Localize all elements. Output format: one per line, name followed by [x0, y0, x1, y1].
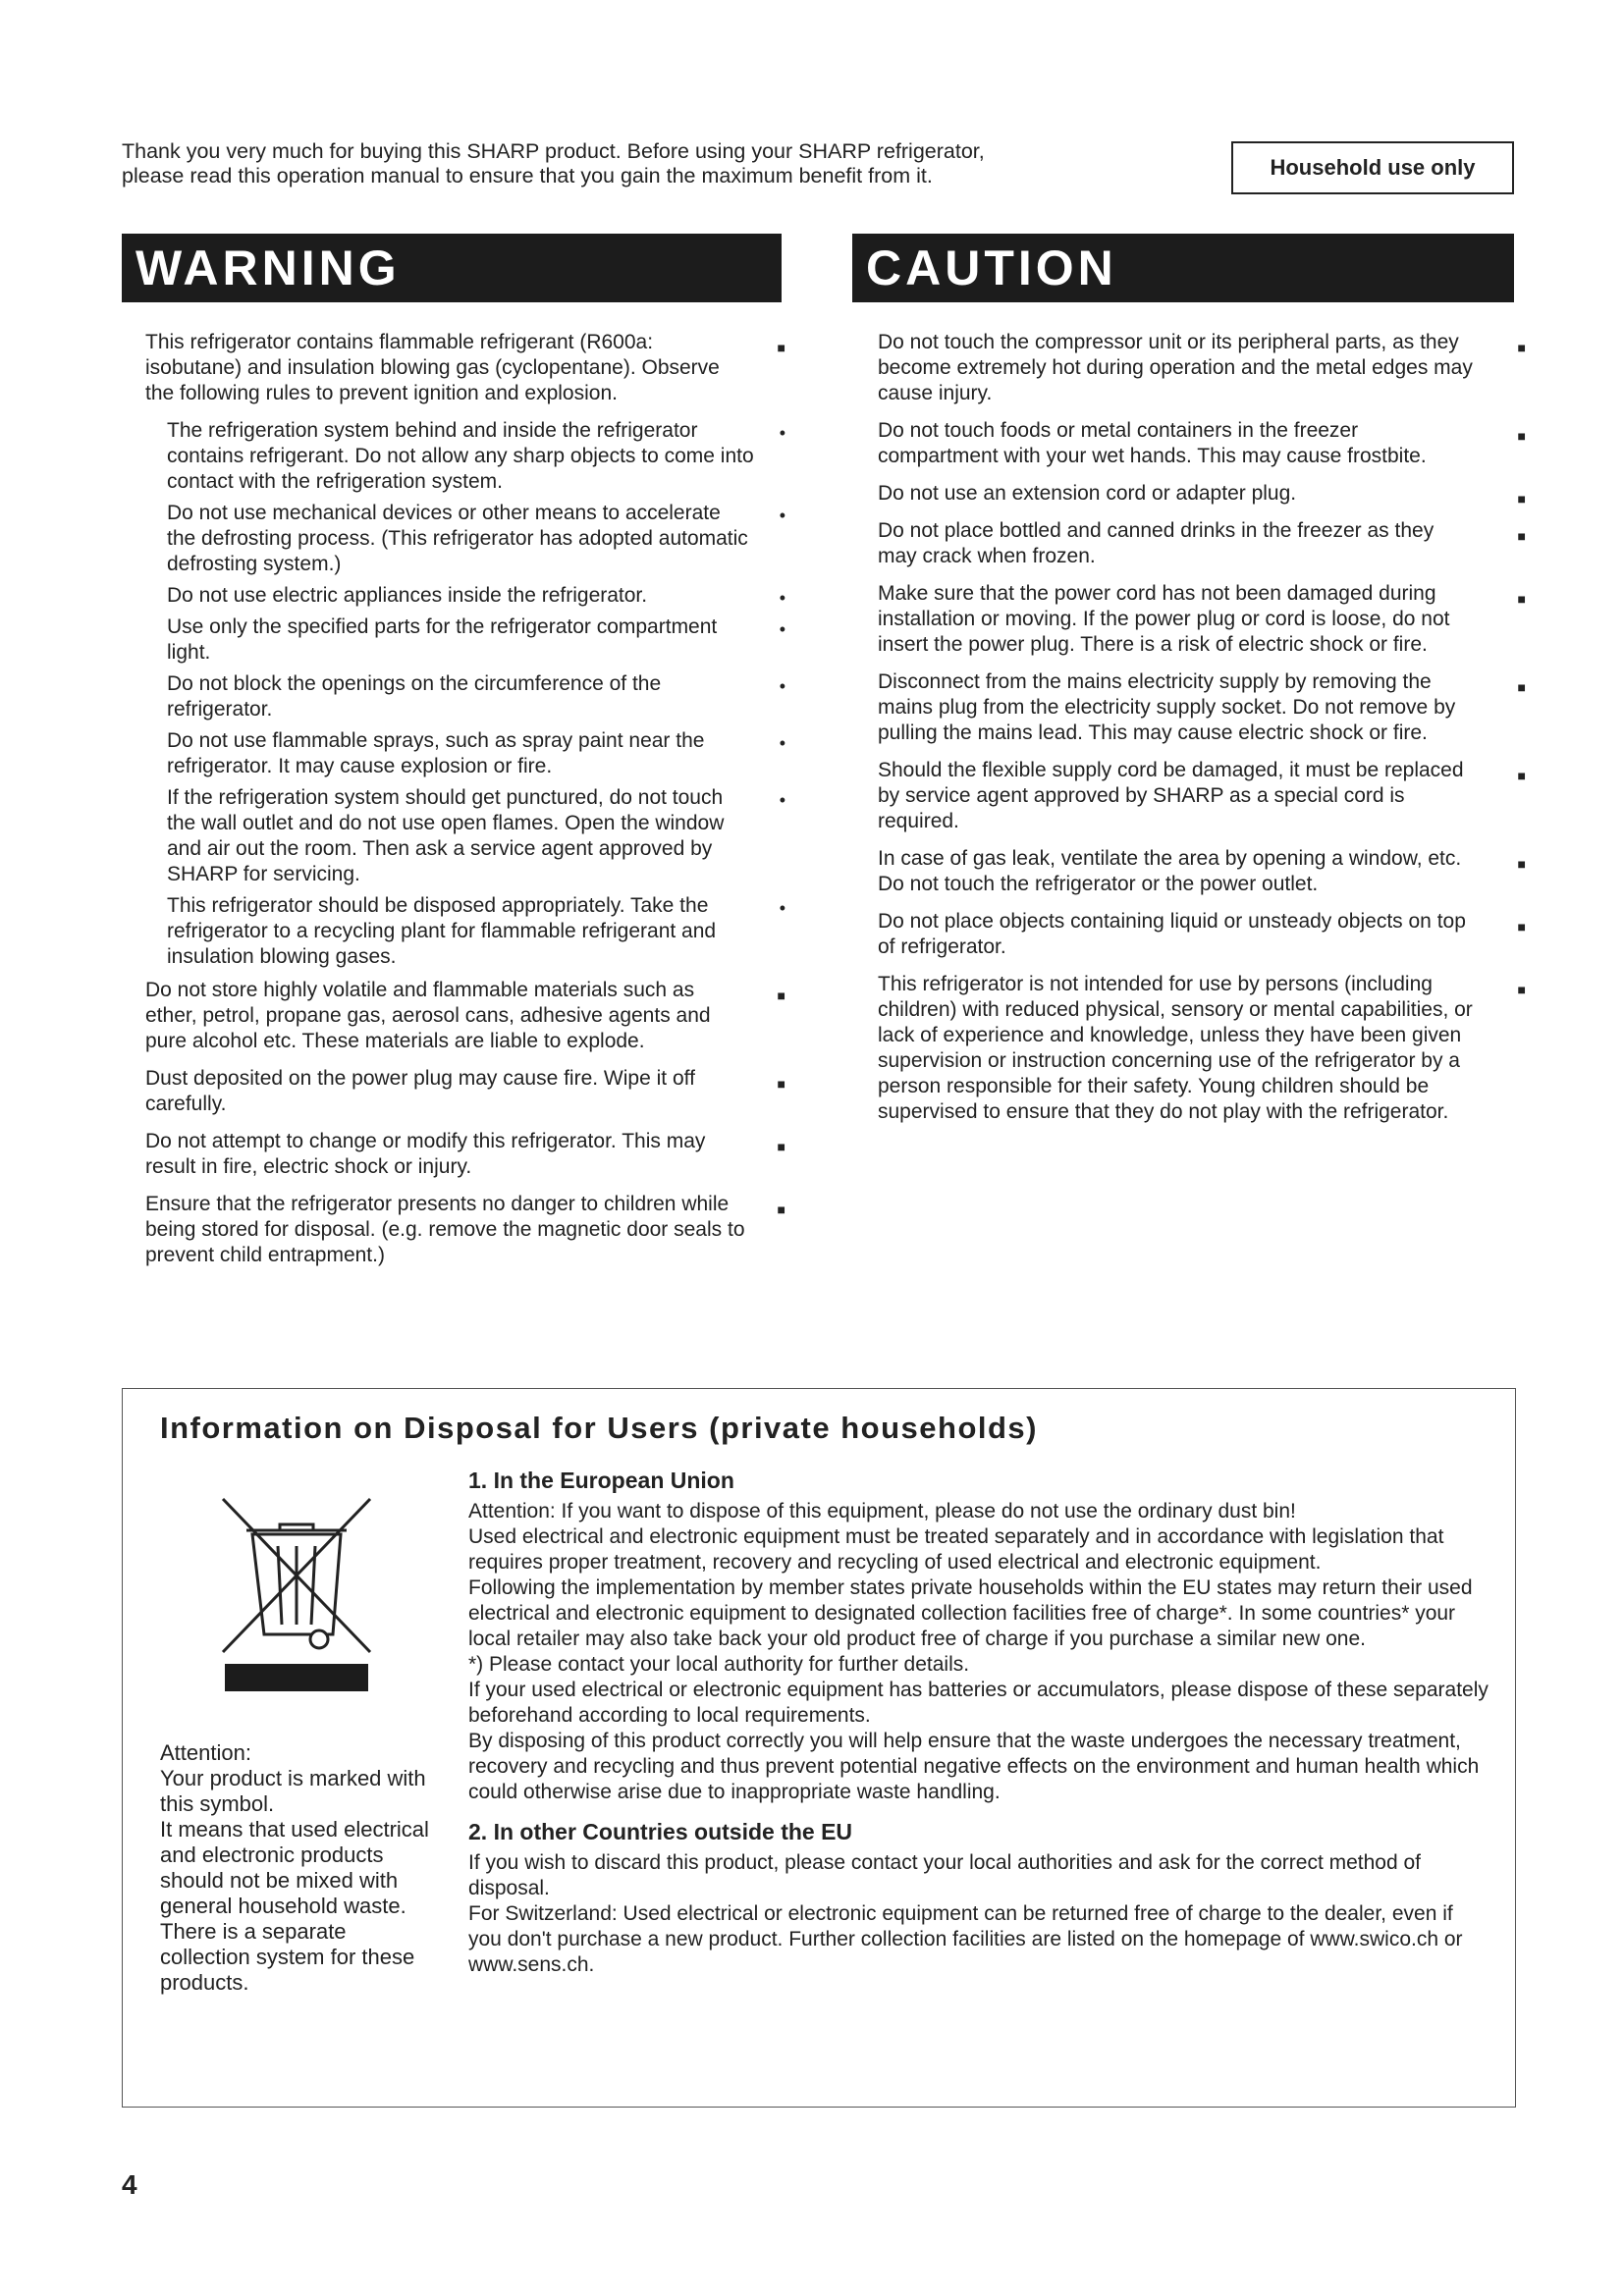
square-bullet-icon: ■ [1517, 768, 1526, 783]
caution-heading: CAUTION [852, 234, 1514, 302]
warning-subitem: The refrigeration system behind and inside the refrigerator contains refrigerant. Do not allow any sharp objects to come into contact with the refrigeration system. • [167, 419, 785, 493]
page-number: 4 [122, 2169, 137, 2200]
caution-item: Disconnect from the mains electricity supply by removing the mains plug from the electricity supply socket. Do not remove by pulling the mains lead. This may cause electric shock or fire. ■ [878, 670, 1526, 744]
square-bullet-icon: ■ [1517, 982, 1526, 997]
other-countries-heading: 2. In other Countries outside the EU [468, 1819, 853, 1844]
square-bullet-icon: ■ [777, 340, 785, 355]
warning-column [145, 330, 785, 1280]
square-bullet-icon: ■ [777, 1201, 785, 1217]
caution-item: Do not touch the compressor unit or its peripheral parts, as they become extremely hot during operation and the metal edges may cause injury. ■ [878, 331, 1526, 404]
caution-item: This refrigerator is not intended for use by persons (including children) with reduced physical, sensory or mental capabilities, or lack of experience and knowledge, unless they have been given supervision or instruction concerning use of the refrigerator by a person responsible for their safety. Young children should be supervised to ensure that they do not play with the refrigerator. ■ [878, 973, 1526, 1123]
square-bullet-icon: ■ [1517, 591, 1526, 607]
eu-paragraph: *) Please contact your local authority for further details. [468, 1653, 970, 1676]
intro-line-1: Thank you very much for buying this SHARP product. Before using your SHARP refrigerator, [122, 139, 985, 163]
household-use-label: Household use only [1270, 155, 1476, 180]
dot-bullet-icon: • [779, 506, 785, 525]
disposal-title: Information on Disposal for Users (private households) [160, 1411, 1038, 1445]
attention-note: Attention: Your product is marked with this symbol. It means that used electrical and electronic products should not be mixed with general household waste. There is a separate collection system for these products. [160, 1740, 429, 1995]
warning-heading: WARNING [122, 234, 782, 302]
warning-subitem: Do not use mechanical devices or other means to accelerate the defrosting process. (This refrigerator has adopted automatic defrosting system.) • [167, 502, 785, 575]
intro-text [122, 139, 1182, 188]
square-bullet-icon: ■ [777, 988, 785, 1003]
warning-subitem: Do not block the openings on the circumference of the refrigerator. • [167, 672, 785, 721]
square-bullet-icon: ■ [1517, 491, 1526, 507]
square-bullet-icon: ■ [1517, 428, 1526, 444]
square-bullet-icon: ■ [777, 1139, 785, 1154]
warning-item: Ensure that the refrigerator presents no danger to children while being stored for disposal. (e.g. remove the magnetic door seals to prevent child entrapment.) ■ [145, 1193, 785, 1266]
caution-item: Make sure that the power cord has not been damaged during installation or moving. If the power plug or cord is loose, do not insert the power plug. There is a risk of electric shock or fire. ■ [878, 582, 1526, 656]
disposal-info-box [122, 1388, 1516, 2108]
other-paragraph: For Switzerland: Used electrical or electronic equipment can be returned free of charge to the dealer, even if you don't purchase a new product. Further collection facilities are listed on the homepage of www.swico.ch or www.sens.ch. [468, 1902, 1463, 1976]
eu-paragraph: Used electrical and electronic equipment must be treated separately and in accordance with legislation that requires proper treatment, recovery and recycling of used electrical and electronic equipment. [468, 1525, 1444, 1574]
square-bullet-icon: ■ [777, 1076, 785, 1092]
caution-item: Do not place bottled and canned drinks in the freezer as they may crack when frozen. ■ [878, 519, 1526, 567]
warning-subitem: This refrigerator should be disposed appropriately. Take the refrigerator to a recycling plant for flammable refrigerant and insulation blowing gases. • [167, 894, 785, 968]
dot-bullet-icon: • [779, 790, 785, 810]
eu-paragraph: By disposing of this product correctly you will help ensure that the waste undergoes the necessary treatment, recovery and recycling and thus prevent potential negative effects on the environment and human health which could otherwise arise due to inappropriate waste handling. [468, 1730, 1480, 1803]
dot-bullet-icon: • [779, 588, 785, 608]
square-bullet-icon: ■ [1517, 340, 1526, 355]
eu-paragraph: If your used electrical or electronic equipment has batteries or accumulators, please dispose of these separately beforehand according to local requirements. [468, 1679, 1489, 1727]
eu-heading: 1. In the European Union [468, 1468, 734, 1493]
warning-item: Dust deposited on the power plug may cause fire. Wipe it off carefully. ■ [145, 1067, 785, 1115]
dot-bullet-icon: • [779, 898, 785, 918]
warning-sub-list [145, 418, 785, 970]
intro-line-2: please read this operation manual to ensure that you gain the maximum benefit from it. [122, 164, 933, 187]
warning-item: Do not attempt to change or modify this refrigerator. This may result in fire, electric shock or injury. ■ [145, 1130, 785, 1178]
caution-item: Do not use an extension cord or adapter plug. ■ [878, 481, 1526, 507]
square-bullet-icon: ■ [1517, 528, 1526, 544]
square-bullet-icon: ■ [1517, 856, 1526, 872]
household-use-badge [1231, 141, 1514, 194]
warning-item: Do not store highly volatile and flammable materials such as ether, petrol, propane gas, aerosol cans, adhesive agents and pure alcohol etc. These materials are liable to explode. ■ [145, 979, 785, 1052]
square-bullet-icon: ■ [1517, 679, 1526, 695]
warning-subitem: Do not use flammable sprays, such as spray paint near the refrigerator. It may cause explosion or fire. • [167, 729, 785, 777]
caution-item: Should the flexible supply cord be damaged, it must be replaced by service agent approved by SHARP as a special cord is required. ■ [878, 759, 1526, 832]
square-bullet-icon: ■ [1517, 919, 1526, 934]
other-paragraph: If you wish to discard this product, please contact your local authorities and ask for the correct method of disposal. [468, 1851, 1421, 1899]
eu-paragraph: Following the implementation by member states private households within the EU states may return their used electrical and electronic equipment to designated collection facilities free of charge*. In some countries* your local retailer may also take back your old product free of charge if you purchase a similar new one. [468, 1576, 1473, 1650]
warning-subitem: Do not use electric appliances inside the refrigerator. • [145, 583, 785, 609]
disposal-text-column [468, 1468, 1489, 1978]
warning-subitem: If the refrigeration system should get punctured, do not touch the wall outlet and do not use open flames. Open the window and air out the room. Then ask a service agent approved by SHARP for servicing. • [167, 786, 785, 885]
dot-bullet-icon: • [779, 676, 785, 696]
caution-item: In case of gas leak, ventilate the area by opening a window, etc. Do not touch the refrigerator or the power outlet. ■ [878, 847, 1526, 895]
dot-bullet-icon: • [779, 423, 785, 443]
eu-paragraph: Attention: If you want to dispose of this equipment, please do not use the ordinary dust bin! [468, 1500, 1296, 1522]
crossed-out-wheelie-bin-icon [213, 1487, 380, 1693]
warning-item: This refrigerator contains flammable refrigerant (R600a: isobutane) and insulation blowing gas (cyclopentane). Observe the following rules to prevent ignition and explosion. ■ [145, 331, 785, 404]
caution-item: Do not place objects containing liquid or unsteady objects on top of refrigerator. ■ [878, 910, 1526, 958]
warning-subitem: Use only the specified parts for the refrigerator compartment light. • [167, 615, 785, 664]
dot-bullet-icon: • [779, 619, 785, 639]
dot-bullet-icon: • [779, 733, 785, 753]
caution-item: Do not touch foods or metal containers in the freezer compartment with your wet hands. This may cause frostbite. ■ [878, 419, 1526, 467]
caution-column [878, 330, 1526, 1137]
